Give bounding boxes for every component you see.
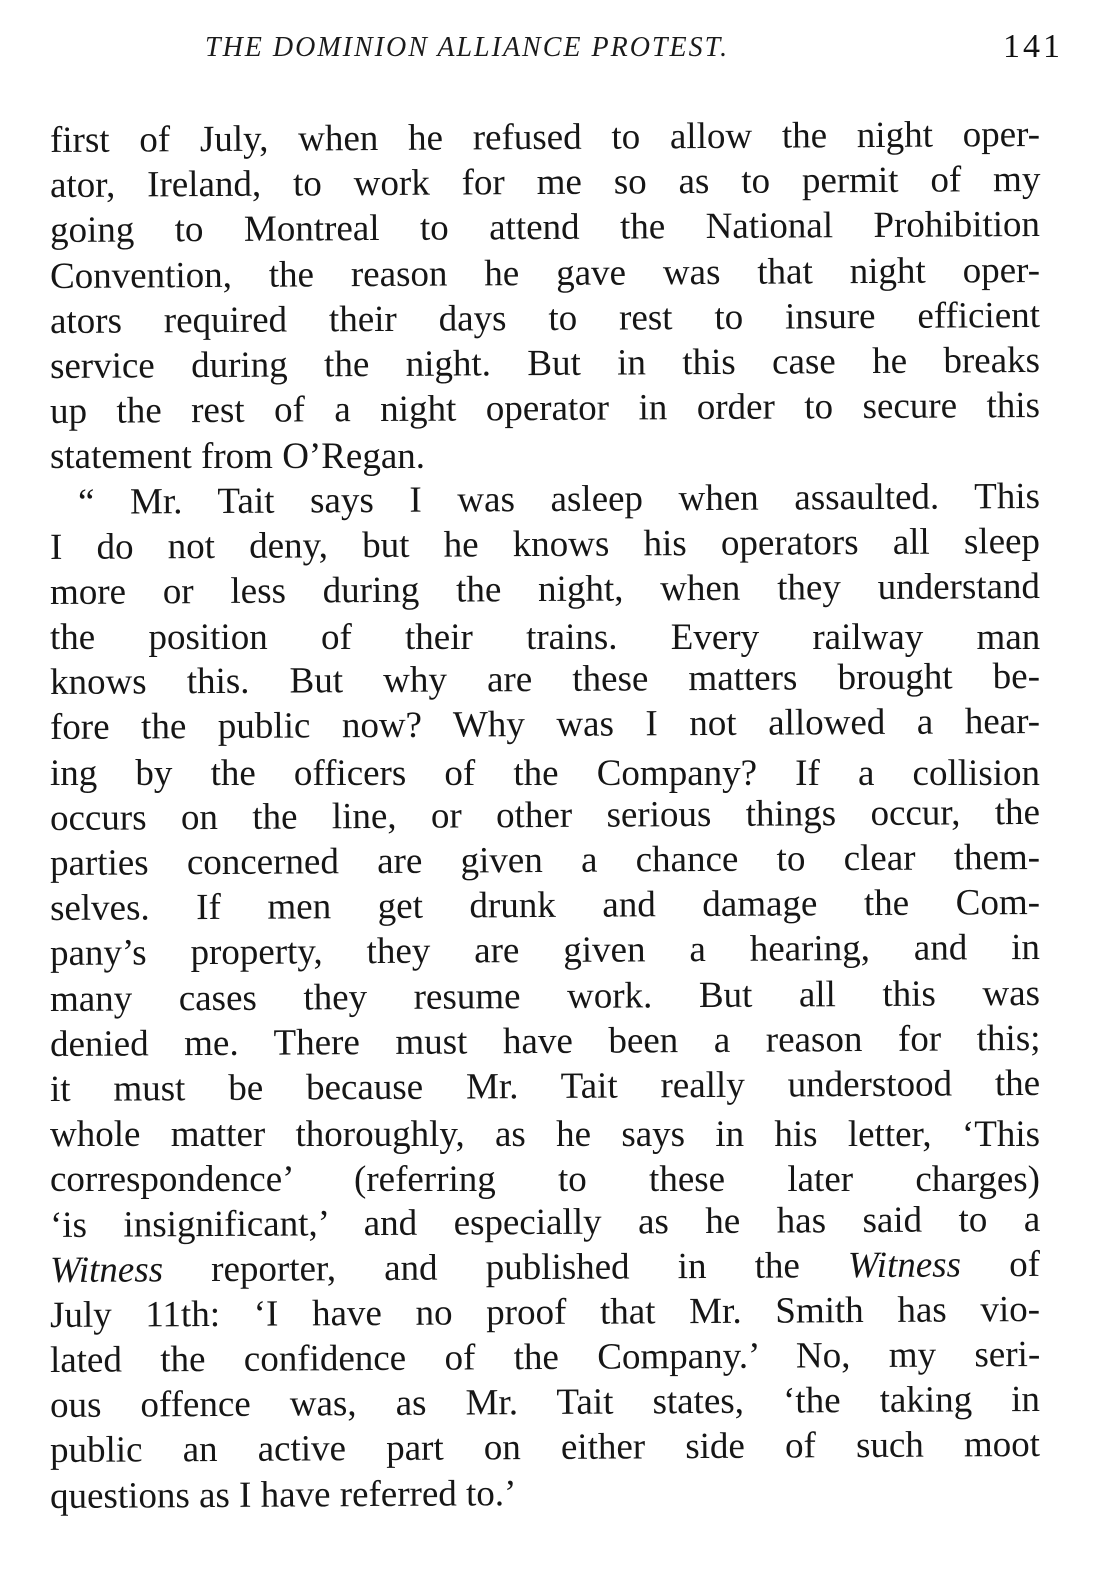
text-line: public an active part on either side of such moot (49, 1424, 1041, 1472)
text-line: knows this. But why are these matters brought be- (49, 656, 1041, 704)
text-line: the position of their trains. Every railway man (50, 617, 1041, 659)
text-segment: of (960, 1243, 1041, 1286)
text-line: ing by the officers of the Company? If a collision (50, 752, 1040, 794)
text-segment: reporter, and published in the (162, 1244, 849, 1290)
text-line: denied me. There must have been a reason for this; (49, 1017, 1041, 1065)
text-line: parties concerned are given a chance to clear them- (49, 836, 1041, 884)
text-line: ‘is insignificant,’ and especially as he has said to a (49, 1198, 1041, 1246)
text-line: ators required their days to rest to insure efficient (49, 294, 1041, 342)
text-line: correspondence’ (referring to these later charges) (50, 1159, 1040, 1201)
text-line: statement from O’Regan. (50, 436, 426, 478)
text-line: “ Mr. Tait says I was asleep when assaulted. This (77, 475, 1041, 523)
text-line: pany’s property, they are given a hearing, and in (49, 927, 1041, 975)
text-line: July 11th: ‘I have no proof that Mr. Smith has vio- (49, 1288, 1041, 1336)
text-line: lated the confidence of the Company.’ No, my seri- (49, 1334, 1041, 1382)
text-line: more or less during the night, when they understand (49, 565, 1041, 613)
text-line: it must be because Mr. Tait really understood the (49, 1062, 1041, 1110)
text-line: selves. If men get drunk and damage the Com- (49, 882, 1041, 930)
text-line: many cases they resume work. But all this was (49, 972, 1041, 1020)
text-line: ous offence was, as Mr. Tait states, ‘the taking in (49, 1379, 1041, 1427)
text-line: first of July, when he refused to allow the night oper- (49, 113, 1041, 161)
text-line: I do not deny, but he knows his operators all sleep (49, 520, 1041, 568)
text-line: Convention, the reason he gave was that night oper- (49, 249, 1041, 297)
italic-witness: Witness (847, 1244, 962, 1286)
running-head (205, 28, 1063, 78)
text-line: questions as I have referred to.’ (49, 1472, 517, 1517)
text-line: up the rest of a night operator in order to secure this (49, 385, 1041, 433)
text-line: fore the public now? Why was I not allowed a hear- (49, 701, 1041, 749)
text-line: ator, Ireland, to work for me so as to permit of my (49, 159, 1041, 207)
text-line: whole matter thoroughly, as he says in his letter, ‘This (50, 1114, 1040, 1156)
body-text (49, 113, 1041, 1519)
italic-witness: Witness (49, 1248, 164, 1291)
text-line: occurs on the line, or other serious things occur, the (49, 791, 1041, 839)
text-line (50, 1242, 1040, 1293)
page-number: 141 (1003, 28, 1063, 65)
text-line: going to Montreal to attend the National Prohibition (49, 204, 1041, 252)
text-line: service during the night. But in this case he breaks (49, 339, 1041, 387)
running-title: THE DOMINION ALLIANCE PROTEST. (205, 32, 730, 63)
